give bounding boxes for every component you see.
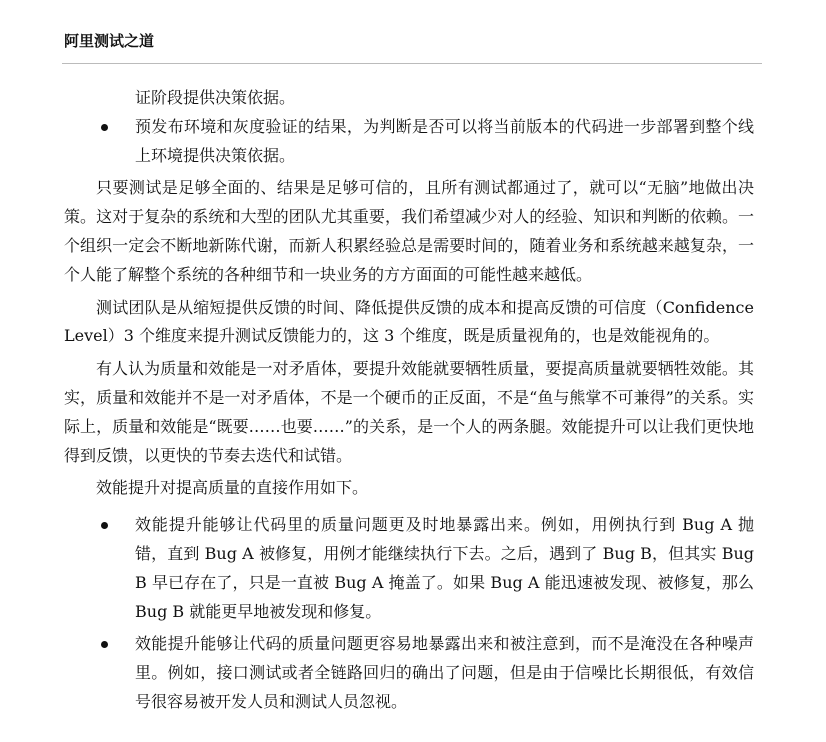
list-item: [64, 511, 754, 626]
bullet-icon: [101, 641, 108, 648]
paragraph: 测试团队是从缩短提供反馈的时间、降低提供反馈的成本和提高反馈的可信度（Confidence Level）3 个维度来提升测试反馈能力的，这 3 个维度，既是质量视角的，也是效能视角的。: [64, 297, 754, 346]
paragraph: 有人认为质量和效能是一对矛盾体，要提升效能就要牺牲质量，要提高质量就要牺牲效能。其实，质量和效能并不是一对矛盾体，不是一个硬币的正反面，不是“鱼与熊掌不可兼得”的关系。实际上，质量和效能是“既要……也要……”的关系，是一个人的两条腿。效能提升可以让我们更快地得到反馈，以更快的节奏去迭代和试错。: [64, 359, 754, 465]
header-rule: [62, 63, 762, 64]
bullet-text: 效能提升能够让代码里的质量问题更及时地暴露出来。例如，用例执行到 Bug A 抛错，直到 Bug A 被修复，用例才能继续执行下去。之后，遇到了 Bug B，但其实 Bug B 早已存在了，只是一直被 Bug A 掩盖了。如果 Bug A 能迅速被发现、被修复，那么 Bug B 就能更早地被发现和修复。: [135, 515, 754, 621]
running-header: 阿里测试之道: [64, 32, 155, 50]
list-item: [64, 630, 754, 716]
bullet-icon: [101, 124, 108, 131]
bullet-text: 预发布环境和灰度验证的结果，为判断是否可以将当前版本的代码进一步部署到整个线上环境提供决策依据。: [135, 116, 754, 165]
paragraph: 效能提升对提高质量的直接作用如下。: [96, 478, 369, 498]
continued-bullet-text: 证阶段提供决策依据。: [135, 88, 296, 107]
paragraph: 只要测试是足够全面的、结果是足够可信的，且所有测试都通过了，就可以“无脑”地做出决策。这对于复杂的系统和大型的团队尤其重要，我们希望减少对人的经验、知识和判断的依赖。一个组织一定会不断地新陈代谢，而新人积累经验总是需要时间的，随着业务和系统越来越复杂，一个人能了解整个系统的各种细节和一块业务的方方面面的可能性越来越低。: [64, 178, 754, 284]
list-item: [64, 113, 754, 171]
bullet-icon: [101, 522, 108, 529]
bullet-text: 效能提升能够让代码的质量问题更容易地暴露出来和被注意到，而不是淹没在各种噪声里。例如，接口测试或者全链路回归的确出了问题，但是由于信噪比长期很低，有效信号很容易被开发人员和测试人员忽视。: [135, 634, 754, 711]
page-body: [64, 84, 754, 717]
